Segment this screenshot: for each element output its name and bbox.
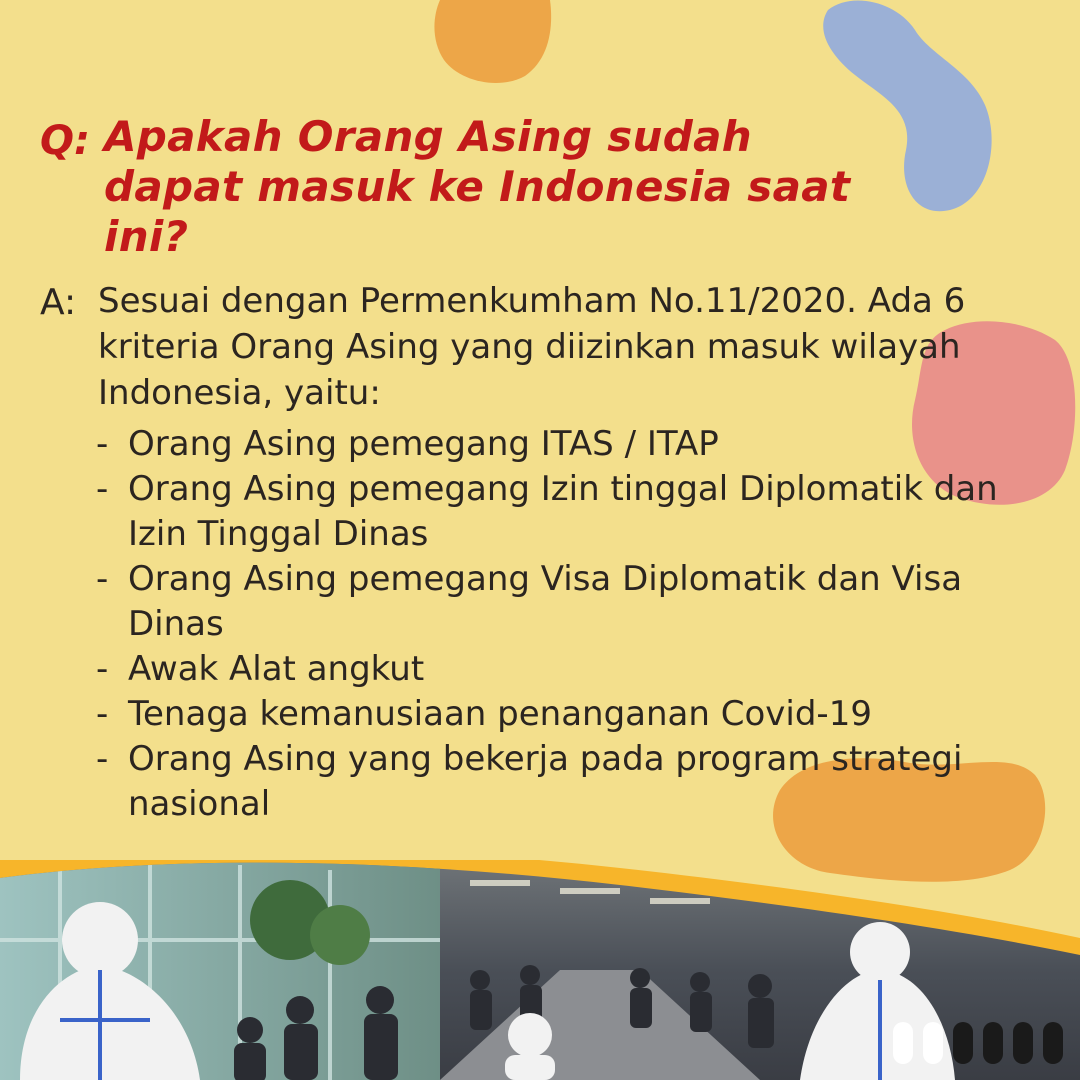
dash-bullet: - [96,649,109,689]
criteria-item [96,557,1046,647]
dash-bullet: - [96,559,109,599]
criteria-item [96,467,1046,557]
criteria-list [96,422,1046,827]
answer-label: A: [40,282,77,323]
criteria-text: Awak Alat angkut [128,649,425,689]
answer-intro: Sesuai dengan Permenkumham No.11/2020. Ada 6 kriteria Orang Asing yang diizinkan masuk wilayah Indonesia, yaitu: [98,281,966,413]
question-label: Q: [40,118,90,164]
carousel-indicator [893,1022,1063,1064]
criteria-item [96,422,1046,467]
dash-bullet: - [96,424,109,464]
orange-blob-top [430,0,560,85]
dash-bullet: - [96,469,109,509]
criteria-text: Orang Asing pemegang ITAS / ITAP [128,424,719,464]
criteria-item [96,647,1046,692]
dash-bullet: - [96,694,109,734]
criteria-text: Orang Asing yang bekerja pada program strategi nasional [128,739,963,824]
question-text: Apakah Orang Asing sudah dapat masuk ke Indonesia saat ini? [104,112,851,261]
criteria-item [96,692,1046,737]
criteria-item [96,737,1046,827]
dash-bullet: - [96,739,109,779]
criteria-text: Orang Asing pemegang Izin tinggal Diplomatik dan Izin Tinggal Dinas [128,469,998,554]
criteria-text: Orang Asing pemegang Visa Diplomatik dan Visa Dinas [128,559,963,644]
criteria-text: Tenaga kemanusiaan penanganan Covid-19 [128,694,872,734]
